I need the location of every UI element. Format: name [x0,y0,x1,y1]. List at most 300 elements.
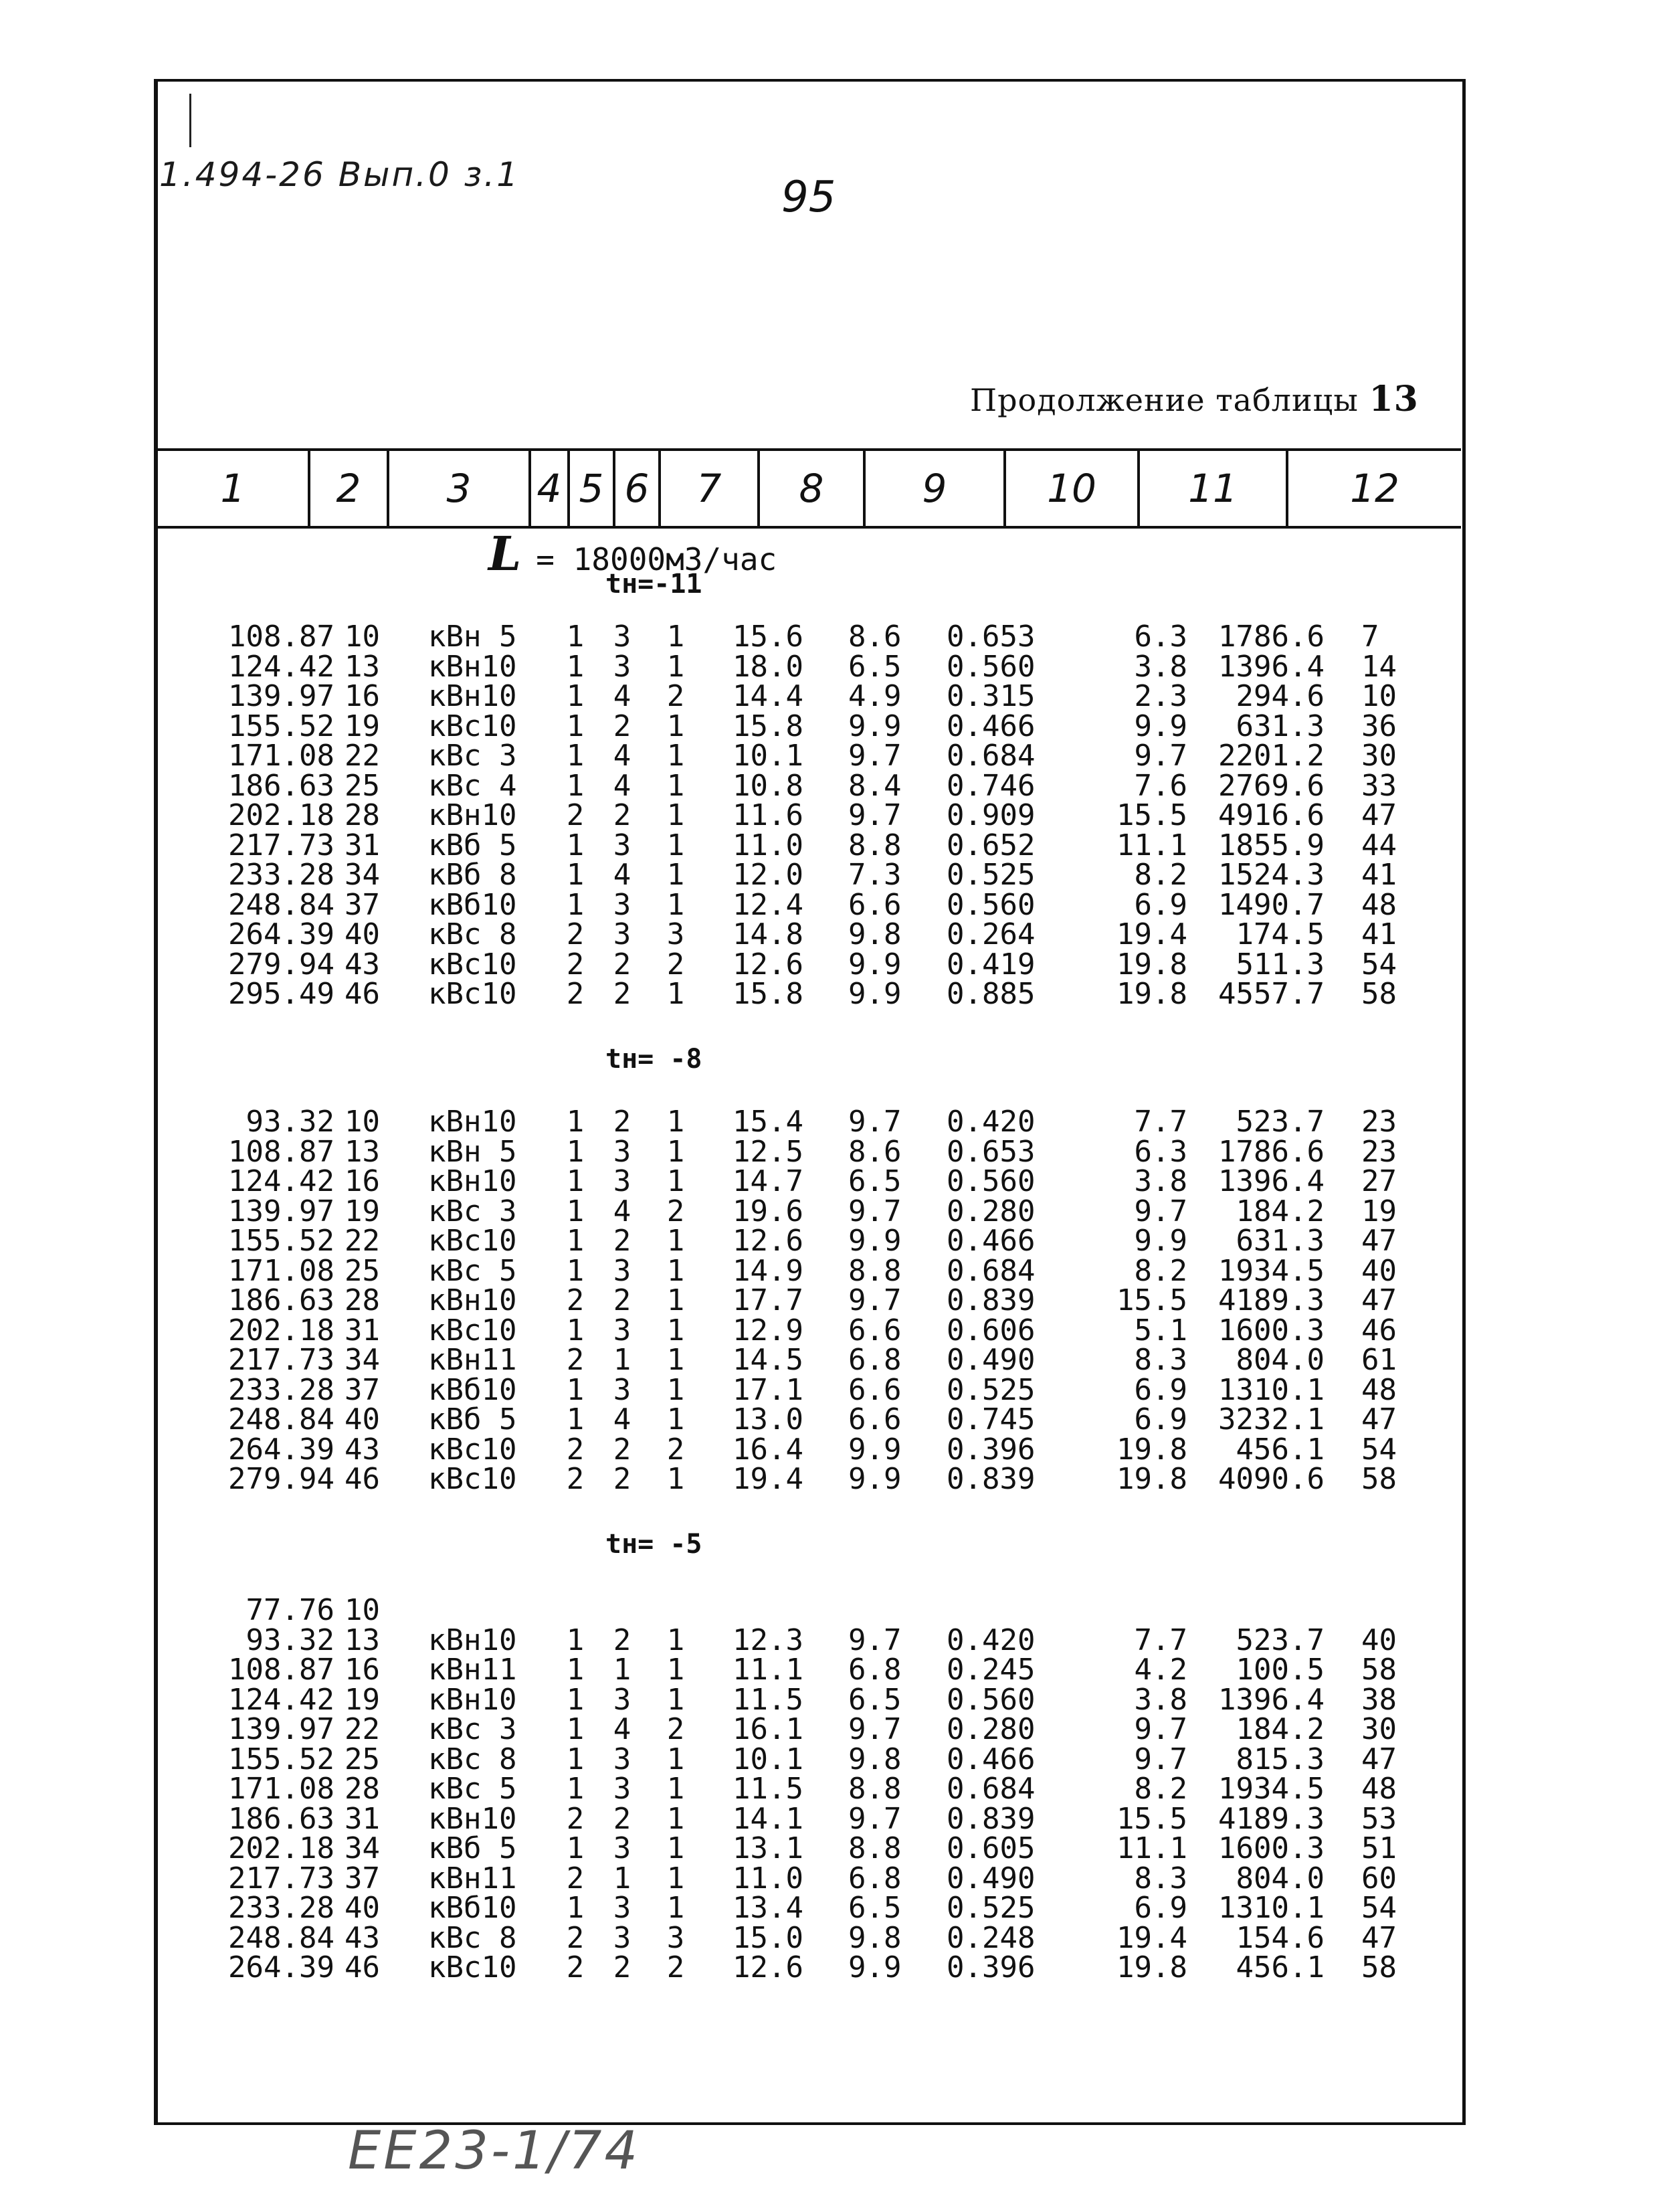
cell-col-11: 1786.6 [1218,620,1325,654]
document-stamp: 1.494-26 Вып.0 з.1 [159,155,520,194]
cell-col-5: 3 [613,887,631,922]
cell-col-12: 47 [1361,1224,1397,1258]
cell-col-8: 9.9 [848,947,902,982]
cell-col-6: 1 [666,739,685,773]
cell-col-10: 19.4 [1116,1920,1187,1955]
cell-col-2: 10 [345,1593,380,1627]
cell-col-3: кВн10 [428,649,517,684]
cell-col-9: 0.684 [947,1253,1036,1288]
cell-col-5: 4 [613,858,631,892]
cell-col-4: 1 [566,1772,585,1806]
cell-col-11: 815.3 [1236,1742,1325,1776]
cell-col-8: 6.5 [848,1682,902,1717]
cell-col-4: 1 [566,1402,585,1437]
cell-col-5: 2 [613,1623,631,1657]
cell-col-11: 804.0 [1236,1343,1325,1377]
cell-col-1: 279.94 [228,947,334,982]
cell-col-4: 2 [566,1861,585,1896]
cell-col-12: 23 [1361,1105,1397,1139]
cell-col-5: 2 [613,1462,631,1496]
cell-col-4: 1 [566,1712,585,1746]
cell-col-12: 61 [1361,1343,1397,1377]
cell-col-4: 1 [566,649,585,684]
cell-col-5: 2 [613,977,631,1011]
cell-col-6: 1 [666,1462,685,1496]
cell-col-9: 0.605 [947,1831,1036,1865]
cell-col-6: 1 [666,649,685,684]
cell-col-6: 1 [666,709,685,743]
cell-col-11: 2769.6 [1218,768,1325,803]
cell-col-11: 1396.4 [1218,1164,1325,1198]
cell-col-5: 4 [613,739,631,773]
cell-col-10: 3.8 [1134,1164,1187,1198]
cell-col-3: кВс 8 [428,1920,517,1955]
cell-col-8: 6.6 [848,1372,902,1407]
cell-col-3: кВб10 [428,887,517,922]
cell-col-5: 3 [613,1372,631,1407]
cell-col-7: 12.6 [733,1224,803,1258]
cell-col-11: 1396.4 [1218,1682,1325,1717]
cell-col-10: 9.7 [1134,739,1187,773]
footer-reference: ЕЕ23-1/74 [348,2121,641,2181]
cell-col-5: 2 [613,709,631,743]
cell-col-4: 2 [566,917,585,951]
cell-col-9: 0.606 [947,1313,1036,1348]
column-header-row [158,448,1461,529]
cell-col-1: 202.18 [228,1831,334,1865]
cell-col-11: 4189.3 [1218,1283,1325,1317]
cell-col-7: 12.6 [733,1950,803,1985]
cell-col-2: 34 [345,1831,380,1865]
cell-col-2: 28 [345,1772,380,1806]
cell-col-10: 4.2 [1134,1653,1187,1687]
cell-col-6: 2 [666,1712,685,1746]
cell-col-12: 47 [1361,1920,1397,1955]
cell-col-5: 4 [613,1712,631,1746]
cell-col-8: 8.8 [848,1831,902,1865]
cell-col-11: 631.3 [1236,709,1325,743]
cell-col-3: кВс10 [428,1432,517,1467]
cell-col-12: 58 [1361,977,1397,1011]
cell-col-9: 0.909 [947,798,1036,832]
cell-col-9: 0.490 [947,1343,1036,1377]
cell-col-2: 28 [345,1283,380,1317]
cell-col-4: 1 [566,1194,585,1228]
cell-col-7: 12.5 [733,1134,803,1169]
cell-col-9: 0.419 [947,947,1036,982]
cell-col-1: 155.52 [228,709,334,743]
cell-col-1: 295.49 [228,977,334,1011]
cell-col-4: 1 [566,887,585,922]
cell-col-7: 14.4 [733,679,803,713]
cell-col-10: 3.8 [1134,649,1187,684]
cell-col-1: 108.87 [228,620,334,654]
cell-col-4: 2 [566,1462,585,1496]
cell-col-9: 0.653 [947,1134,1036,1169]
cell-col-6: 1 [666,1164,685,1198]
cell-col-10: 3.8 [1134,1682,1187,1717]
cell-col-5: 3 [613,1920,631,1955]
flow-symbol: L [488,526,522,581]
cell-col-3: кВс 5 [428,1772,517,1806]
cell-col-9: 0.466 [947,1224,1036,1258]
cell-col-7: 19.6 [733,1194,803,1228]
cell-col-7: 14.9 [733,1253,803,1288]
cell-col-3: кВн11 [428,1343,517,1377]
cell-col-12: 23 [1361,1134,1397,1169]
cell-col-4: 1 [566,1164,585,1198]
cell-col-10: 19.8 [1116,1432,1187,1467]
cell-col-7: 15.6 [733,620,803,654]
cell-col-12: 53 [1361,1801,1397,1836]
cell-col-4: 2 [566,947,585,982]
cell-col-4: 1 [566,679,585,713]
cell-col-7: 10.8 [733,768,803,803]
cell-col-1: 202.18 [228,798,334,832]
cell-col-6: 1 [666,1105,685,1139]
cell-col-8: 9.9 [848,1432,902,1467]
cell-col-11: 1524.3 [1218,858,1325,892]
cell-col-2: 37 [345,1372,380,1407]
cell-col-8: 8.8 [848,1772,902,1806]
cell-col-3: кВн10 [428,1682,517,1717]
cell-col-8: 6.6 [848,1313,902,1348]
cell-col-4: 1 [566,1891,585,1925]
cell-col-11: 804.0 [1236,1861,1325,1896]
cell-col-8: 8.8 [848,828,902,862]
cell-col-7: 11.6 [733,798,803,832]
cell-col-12: 48 [1361,1772,1397,1806]
margin-mark [189,94,191,147]
cell-col-7: 15.8 [733,709,803,743]
cell-col-2: 13 [345,1134,380,1169]
cell-col-3: кВс10 [428,977,517,1011]
cell-col-3: кВс 8 [428,917,517,951]
cell-col-10: 6.9 [1134,1402,1187,1437]
cell-col-7: 11.5 [733,1772,803,1806]
cell-col-4: 2 [566,977,585,1011]
cell-col-7: 11.1 [733,1653,803,1687]
cell-col-9: 0.839 [947,1801,1036,1836]
section-heading: tн= -5 [605,1529,702,1560]
cell-col-1: 77.76 [246,1593,334,1627]
cell-col-11: 4916.6 [1218,798,1325,832]
cell-col-2: 28 [345,798,380,832]
cell-col-10: 19.8 [1116,977,1187,1011]
cell-col-9: 0.280 [947,1194,1036,1228]
cell-col-2: 31 [345,1313,380,1348]
cell-col-8: 6.8 [848,1861,902,1896]
cell-col-1: 264.39 [228,917,334,951]
cell-col-5: 1 [613,1343,631,1377]
cell-col-6: 1 [666,858,685,892]
cell-col-5: 1 [613,1861,631,1896]
cell-col-4: 2 [566,1283,585,1317]
cell-col-1: 248.84 [228,1402,334,1437]
cell-col-8: 6.5 [848,1891,902,1925]
cell-col-3: кВн 5 [428,1134,517,1169]
cell-col-2: 46 [345,1950,380,1985]
cell-col-10: 6.3 [1134,1134,1187,1169]
cell-col-9: 0.560 [947,649,1036,684]
cell-col-3: кВс 3 [428,1194,517,1228]
cell-col-5: 3 [613,1742,631,1776]
cell-col-1: 139.97 [228,1712,334,1746]
cell-col-2: 10 [345,620,380,654]
cell-col-5: 4 [613,768,631,803]
cell-col-10: 8.3 [1134,1343,1187,1377]
cell-col-12: 60 [1361,1861,1397,1896]
column-header: 7 [661,451,760,526]
cell-col-3: кВн10 [428,1801,517,1836]
cell-col-1: 93.32 [246,1623,334,1657]
cell-col-2: 34 [345,1343,380,1377]
column-header: 11 [1140,451,1288,526]
cell-col-8: 9.8 [848,917,902,951]
cell-col-6: 1 [666,887,685,922]
cell-col-6: 1 [666,1653,685,1687]
cell-col-8: 9.7 [848,1105,902,1139]
cell-col-7: 13.4 [733,1891,803,1925]
cell-col-2: 22 [345,1224,380,1258]
cell-col-4: 1 [566,828,585,862]
cell-col-12: 41 [1361,917,1397,951]
cell-col-3: кВс10 [428,1462,517,1496]
cell-col-8: 9.9 [848,1950,902,1985]
cell-col-10: 6.9 [1134,1891,1187,1925]
cell-col-3: кВн10 [428,1623,517,1657]
cell-col-9: 0.746 [947,768,1036,803]
cell-col-12: 27 [1361,1164,1397,1198]
cell-col-8: 8.6 [848,620,902,654]
cell-col-9: 0.466 [947,709,1036,743]
cell-col-10: 7.7 [1134,1105,1187,1139]
cell-col-2: 31 [345,1801,380,1836]
cell-col-6: 3 [666,1920,685,1955]
cell-col-12: 58 [1361,1462,1397,1496]
cell-col-9: 0.525 [947,1891,1036,1925]
cell-col-6: 1 [666,1253,685,1288]
cell-col-1: 171.08 [228,1772,334,1806]
cell-col-1: 248.84 [228,1920,334,1955]
cell-col-12: 47 [1361,1283,1397,1317]
cell-col-1: 248.84 [228,887,334,922]
cell-col-9: 0.560 [947,887,1036,922]
cell-col-4: 2 [566,798,585,832]
cell-col-7: 14.8 [733,917,803,951]
cell-col-7: 16.4 [733,1432,803,1467]
cell-col-12: 54 [1361,1891,1397,1925]
cell-col-4: 1 [566,1831,585,1865]
column-header: 1 [158,451,310,526]
cell-col-4: 1 [566,1105,585,1139]
cell-col-4: 1 [566,768,585,803]
cell-col-4: 2 [566,1950,585,1985]
cell-col-5: 2 [613,947,631,982]
cell-col-6: 1 [666,1801,685,1836]
cell-col-10: 9.7 [1134,1712,1187,1746]
cell-col-10: 6.9 [1134,1372,1187,1407]
cell-col-9: 0.525 [947,1372,1036,1407]
flow-value: = 18000м3/час [536,541,777,577]
cell-col-5: 2 [613,798,631,832]
cell-col-2: 16 [345,1164,380,1198]
cell-col-11: 523.7 [1236,1623,1325,1657]
cell-col-1: 139.97 [228,1194,334,1228]
cell-col-11: 4189.3 [1218,1801,1325,1836]
cell-col-3: кВн10 [428,1164,517,1198]
cell-col-7: 14.1 [733,1801,803,1836]
cell-col-7: 15.0 [733,1920,803,1955]
cell-col-8: 4.9 [848,679,902,713]
cell-col-5: 3 [613,1682,631,1717]
cell-col-5: 3 [613,828,631,862]
cell-col-9: 0.560 [947,1164,1036,1198]
cell-col-1: 233.28 [228,1891,334,1925]
cell-col-10: 5.1 [1134,1313,1187,1348]
table-number: 13 [1369,379,1419,420]
cell-col-8: 9.7 [848,1712,902,1746]
cell-col-10: 11.1 [1116,828,1187,862]
cell-col-5: 1 [613,1653,631,1687]
cell-col-8: 9.7 [848,1283,902,1317]
cell-col-11: 631.3 [1236,1224,1325,1258]
column-header: 12 [1350,466,1399,511]
column-header: 3 [389,451,531,526]
cell-col-12: 33 [1361,768,1397,803]
cell-col-10: 8.2 [1134,858,1187,892]
cell-col-3: кВн10 [428,679,517,713]
cell-col-6: 1 [666,1623,685,1657]
cell-col-1: 264.39 [228,1950,334,1985]
cell-col-1: 202.18 [228,1313,334,1348]
cell-col-2: 19 [345,1194,380,1228]
cell-col-3: кВб 5 [428,1831,517,1865]
cell-col-9: 0.684 [947,1772,1036,1806]
cell-col-2: 10 [345,1105,380,1139]
cell-col-6: 2 [666,947,685,982]
cell-col-3: кВс 4 [428,768,517,803]
cell-col-3: кВн11 [428,1861,517,1896]
cell-col-12: 58 [1361,1950,1397,1985]
column-header: 5 [570,451,615,526]
cell-col-1: 279.94 [228,1462,334,1496]
section-heading: tн=-11 [605,569,702,600]
cell-col-11: 4557.7 [1218,977,1325,1011]
cell-col-2: 43 [345,1432,380,1467]
cell-col-7: 16.1 [733,1712,803,1746]
cell-col-10: 9.9 [1134,709,1187,743]
cell-col-8: 9.9 [848,977,902,1011]
cell-col-5: 3 [613,1134,631,1169]
cell-col-11: 154.6 [1236,1920,1325,1955]
cell-col-10: 8.3 [1134,1861,1187,1896]
cell-col-7: 13.1 [733,1831,803,1865]
cell-col-1: 139.97 [228,679,334,713]
cell-col-6: 2 [666,1950,685,1985]
cell-col-6: 1 [666,1343,685,1377]
cell-col-12: 36 [1361,709,1397,743]
cell-col-8: 9.8 [848,1920,902,1955]
cell-col-9: 0.245 [947,1653,1036,1687]
cell-col-12: 51 [1361,1831,1397,1865]
cell-col-10: 2.3 [1134,679,1187,713]
cell-col-9: 0.839 [947,1462,1036,1496]
cell-col-8: 9.9 [848,1224,902,1258]
cell-col-2: 25 [345,768,380,803]
cell-col-11: 1855.9 [1218,828,1325,862]
continuation-title [970,379,1419,420]
cell-col-5: 3 [613,649,631,684]
cell-col-5: 2 [613,1432,631,1467]
cell-col-12: 44 [1361,828,1397,862]
cell-col-1: 124.42 [228,1682,334,1717]
cell-col-11: 3232.1 [1218,1402,1325,1437]
cell-col-6: 1 [666,798,685,832]
cell-col-11: 1310.1 [1218,1372,1325,1407]
cell-col-6: 1 [666,977,685,1011]
cell-col-7: 10.1 [733,739,803,773]
cell-col-5: 3 [613,1891,631,1925]
cell-col-10: 19.4 [1116,917,1187,951]
cell-col-9: 0.490 [947,1861,1036,1896]
cell-col-1: 108.87 [228,1134,334,1169]
cell-col-3: кВб 5 [428,828,517,862]
cell-col-2: 43 [345,947,380,982]
cell-col-8: 6.6 [848,1402,902,1437]
cell-col-10: 8.2 [1134,1772,1187,1806]
cell-col-10: 9.7 [1134,1194,1187,1228]
cell-col-4: 1 [566,1623,585,1657]
cell-col-3: кВб10 [428,1891,517,1925]
section-heading: tн= -8 [605,1044,702,1075]
column-header: 10 [1006,451,1140,526]
cell-col-6: 1 [666,1402,685,1437]
cell-col-10: 15.5 [1116,1801,1187,1836]
cell-col-3: кВб10 [428,1372,517,1407]
cell-col-7: 13.0 [733,1402,803,1437]
cell-col-10: 15.5 [1116,1283,1187,1317]
cell-col-12: 40 [1361,1623,1397,1657]
cell-col-5: 3 [613,1164,631,1198]
cell-col-7: 17.7 [733,1283,803,1317]
cell-col-7: 19.4 [733,1462,803,1496]
cell-col-11: 1310.1 [1218,1891,1325,1925]
cell-col-12: 7 [1361,620,1379,654]
cell-col-12: 54 [1361,947,1397,982]
cell-col-4: 1 [566,1682,585,1717]
cell-col-8: 8.4 [848,768,902,803]
cell-col-7: 14.7 [733,1164,803,1198]
column-header: 8 [760,451,866,526]
cell-col-11: 1786.6 [1218,1134,1325,1169]
column-header: 4 [531,451,570,526]
cell-col-11: 511.3 [1236,947,1325,982]
cell-col-1: 155.52 [228,1742,334,1776]
cell-col-8: 7.3 [848,858,902,892]
cell-col-1: 217.73 [228,1343,334,1377]
cell-col-10: 9.9 [1134,1224,1187,1258]
cell-col-4: 1 [566,1653,585,1687]
cell-col-9: 0.653 [947,620,1036,654]
cell-col-8: 9.9 [848,1462,902,1496]
column-header: 2 [310,451,389,526]
cell-col-6: 1 [666,1861,685,1896]
cell-col-6: 1 [666,1682,685,1717]
cell-col-2: 40 [345,1402,380,1437]
cell-col-8: 9.7 [848,798,902,832]
cell-col-4: 2 [566,1343,585,1377]
